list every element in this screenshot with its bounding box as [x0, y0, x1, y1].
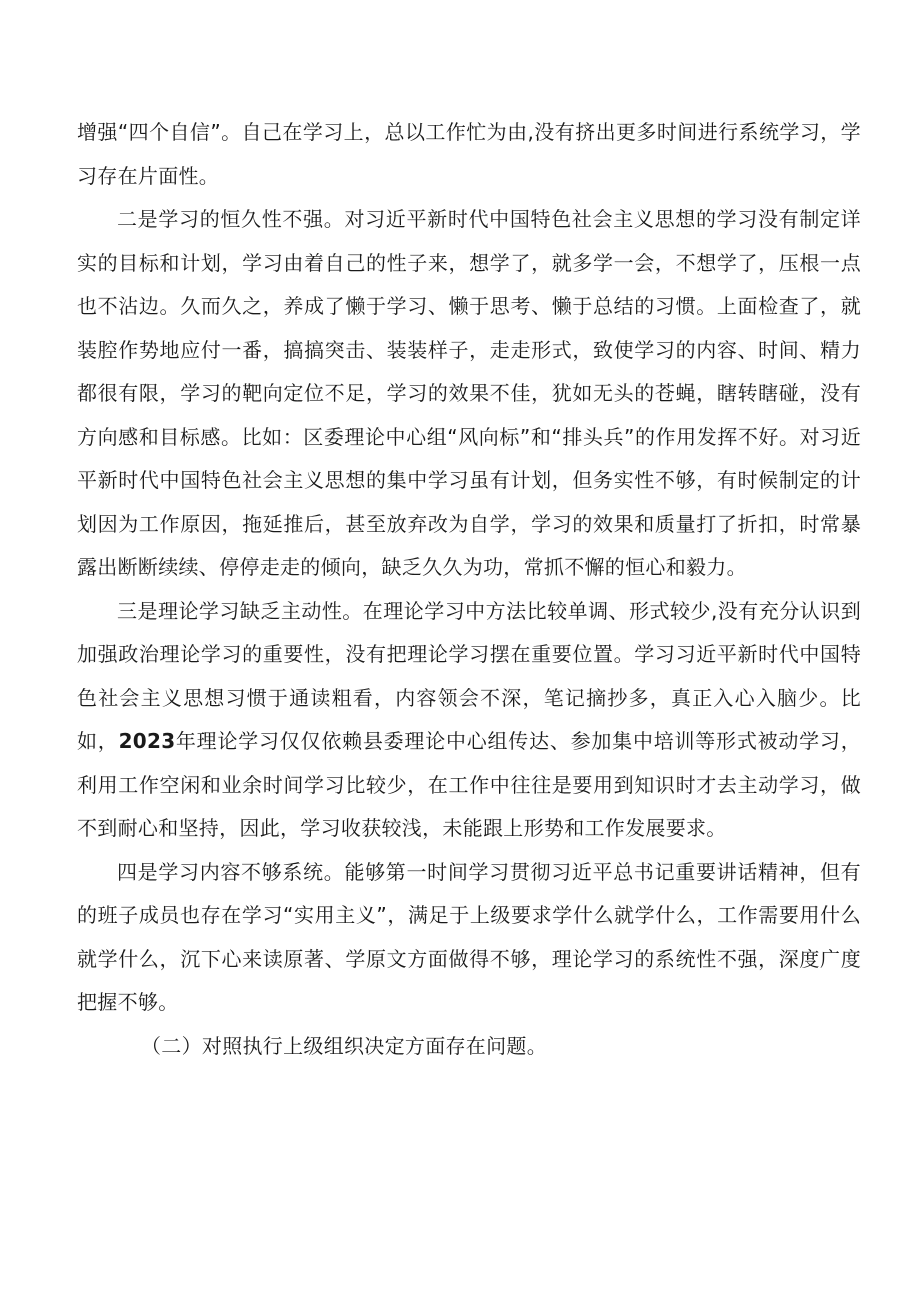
paragraph-initiative-text-before: 三是理论学习缺乏主动性。在理论学习中方法比较单调、形式较少,没有充分认识到加强政治理论学习的重要性，没有把理论学习摆在重要位置。学习习近平新时代中国特色社会主义思想习惯于通读粗看，内容领会不深，笔记摘抄多，真正入心入脑少。比如， — [77, 598, 861, 753]
paragraph-persistence: 二是学习的恒久性不强。对习近平新时代中国特色社会主义思想的学习没有制定详实的目标和计划，学习由着自己的性子来，想学了，就多学一会，不想学了，压根一点也不沾边。久而久之，养成了懒于学习、懒于思考、懒于总结的习惯。上面检查了，就装腔作势地应付一番，搞搞突击、装装样子，走走形式，致使学习的内容、时间、精力都很有限，学习的靶向定位不足，学习的效果不佳，犹如无头的苍蝇，瞎转瞎碰，没有方向感和目标感。比如：区委理论中心组“风向标”和“排头兵”的作用发挥不好。对习近平新时代中国特色社会主义思想的集中学习虽有计划，但务实性不够，有时候制定的计划因为工作原因，拖延推后，甚至放弃改为自学，学习的效果和质量打了折扣，时常暴露出断断续续、停停走走的倾向，缺乏久久为功，常抓不懈的恒心和毅力。 — [77, 207, 861, 579]
paragraph-initiative — [77, 590, 861, 851]
paragraph-continuation: 增强“四个自信”。自己在学习上，总以工作忙为由,没有挤出更多时间进行系统学习，学习存在片面性。 — [77, 120, 861, 188]
paragraph-initiative-year: 2023 — [118, 729, 176, 753]
paragraph-systematic: 四是学习内容不够系统。能够第一时间学习贯彻习近平总书记重要讲话精神，但有的班子成员也存在学习“实用主义”，满足于上级要求学什么就学什么，工作需要用什么就学什么，沉下心来读原著、学原文方面做得不够，理论学习的系统性不强，深度广度把握不够。 — [77, 859, 861, 1014]
paragraph-initiative-text-after: 年理论学习仅仅依赖县委理论中心组传达、参加集中培训等形式被动学习，利用工作空闲和业余时间学习比较少，在工作中往往是要用到知识时才去主动学习，做不到耐心和坚持，因此，学习收获较浅，未能跟上形势和工作发展要求。 — [77, 729, 861, 840]
section-heading: （二）对照执行上级组织决定方面存在问题。 — [141, 1033, 547, 1058]
document-body — [77, 111, 861, 1068]
